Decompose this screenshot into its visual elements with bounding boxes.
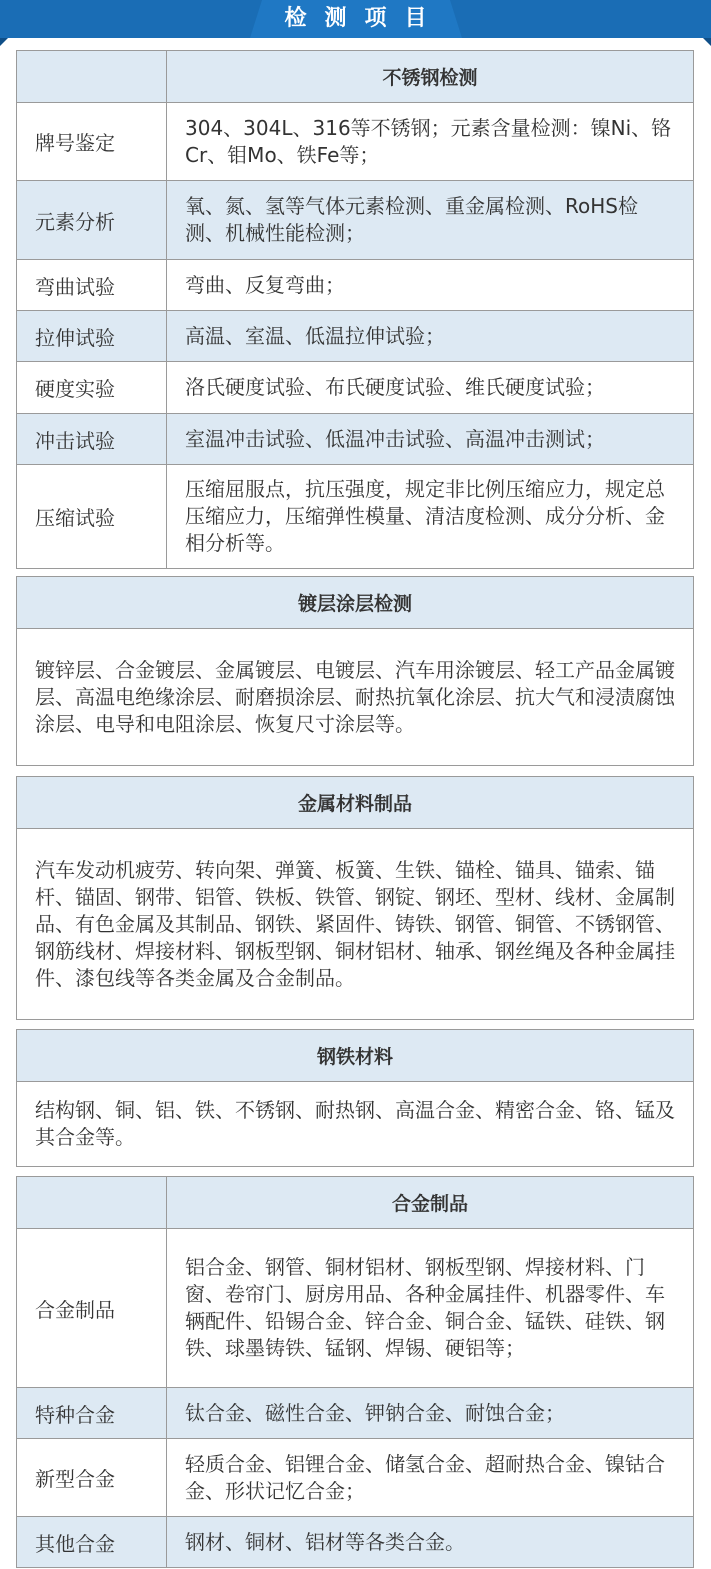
row-value: 洛氏硬度试验、布氏硬度试验、维氏硬度试验； (185, 375, 605, 399)
row-value: 钢材、铜材、铝材等各类合金。 (185, 1529, 465, 1554)
metal-body (17, 828, 693, 1019)
metal-text: 汽车发动机疲劳、转向架、弹簧、板簧、生铁、锚栓、锚具、锚索、锚杆、锚固、钢带、铝管、铁板、铁管、钢锭、钢坯、型材、线材、金属制品、有色金属及其制品、钢铁、紧固件、铸铁、钢管、铜管、不锈钢管、钢筋线材、焊接材料、钢板型钢、铜材铝材、轴承、钢丝绳及各种金属挂件、漆包线等各类金属及合金制品。 (35, 857, 675, 990)
row-value: 304、304L、316等不锈钢；元素含量检测：镍Ni、铬Cr、钼Mo、铁Fe等； (185, 115, 672, 167)
page-title: 检测项目 (284, 6, 445, 31)
steel-title: 钢铁材料 (316, 1046, 393, 1068)
header-empty-cell (17, 51, 167, 102)
row-label: 弯曲试验 (17, 260, 167, 310)
coating-header-row (17, 577, 693, 628)
table-row (17, 413, 693, 464)
row-label: 拉伸试验 (17, 311, 167, 361)
metal-section (16, 776, 694, 1020)
row-label: 新型合金 (17, 1439, 167, 1516)
table-row (17, 1438, 693, 1516)
row-value: 弯曲、反复弯曲； (185, 272, 345, 297)
alloy-header-row (17, 1177, 693, 1228)
stainless-header-row (17, 51, 693, 102)
alloy-title: 合金制品 (391, 1193, 468, 1215)
steel-header-row (17, 1030, 693, 1081)
table-row (17, 361, 693, 413)
steel-section (16, 1029, 694, 1167)
row-label: 冲击试验 (17, 414, 167, 464)
stainless-title: 不锈钢检测 (382, 67, 478, 89)
table-row (17, 259, 693, 310)
row-value: 高温、室温、低温拉伸试验； (185, 323, 445, 348)
steel-text: 结构钢、铜、铝、铁、不锈钢、耐热钢、高温合金、精密合金、铬、锰及其合金等。 (35, 1098, 675, 1149)
table-row (17, 464, 693, 568)
header-banner (0, 0, 711, 46)
coating-section (16, 576, 694, 766)
row-value: 氧、氮、氢等气体元素检测、重金属检测、RoHS检测、机械性能检测； (185, 194, 638, 245)
table-row (17, 310, 693, 361)
coating-title: 镀层涂层检测 (297, 593, 412, 615)
metal-header-row (17, 777, 693, 828)
coating-body (17, 628, 693, 765)
row-label: 压缩试验 (17, 465, 167, 568)
table-row (17, 102, 693, 180)
coating-text: 镀锌层、合金镀层、金属镀层、电镀层、汽车用涂镀层、轻工产品金属镀层、高温电绝缘涂层、耐磨损涂层、耐热抗氧化涂层、抗大气和浸渍腐蚀涂层、电导和电阻涂层、恢复尺寸涂层等。 (35, 657, 675, 736)
row-value: 压缩屈服点，抗压强度，规定非比例压缩应力，规定总压缩应力，压缩弹性模量、清洁度检测、成分分析、金相分析等。 (185, 477, 665, 555)
alloy-section (16, 1176, 694, 1568)
row-label: 合金制品 (17, 1229, 167, 1387)
row-value: 钛合金、磁性合金、钾钠合金、耐蚀合金； (185, 1400, 565, 1425)
row-value: 铝合金、钢管、铜材铝材、钢板型钢、焊接材料、门窗、卷帘门、厨房用品、各种金属挂件、机器零件、车辆配件、铅锡合金、锌合金、铜合金、锰铁、硅铁、钢铁、球墨铸铁、锰钢、焊锡、硬铝等； (185, 1255, 665, 1360)
row-label: 特种合金 (17, 1388, 167, 1438)
row-label: 其他合金 (17, 1517, 167, 1567)
row-label: 元素分析 (17, 181, 167, 259)
table-row (17, 1387, 693, 1438)
row-label: 牌号鉴定 (17, 103, 167, 180)
metal-title: 金属材料制品 (297, 793, 412, 815)
row-label: 硬度实验 (17, 362, 167, 413)
table-row (17, 180, 693, 259)
table-row (17, 1228, 693, 1387)
header-empty-cell (17, 1177, 167, 1228)
row-value: 轻质合金、铝锂合金、储氢合金、超耐热合金、镍钴合金、形状记忆合金； (185, 1451, 665, 1503)
stainless-section (16, 50, 694, 569)
row-value: 室温冲击试验、低温冲击试验、高温冲击测试； (185, 426, 605, 451)
steel-body (17, 1081, 693, 1166)
table-row (17, 1516, 693, 1567)
